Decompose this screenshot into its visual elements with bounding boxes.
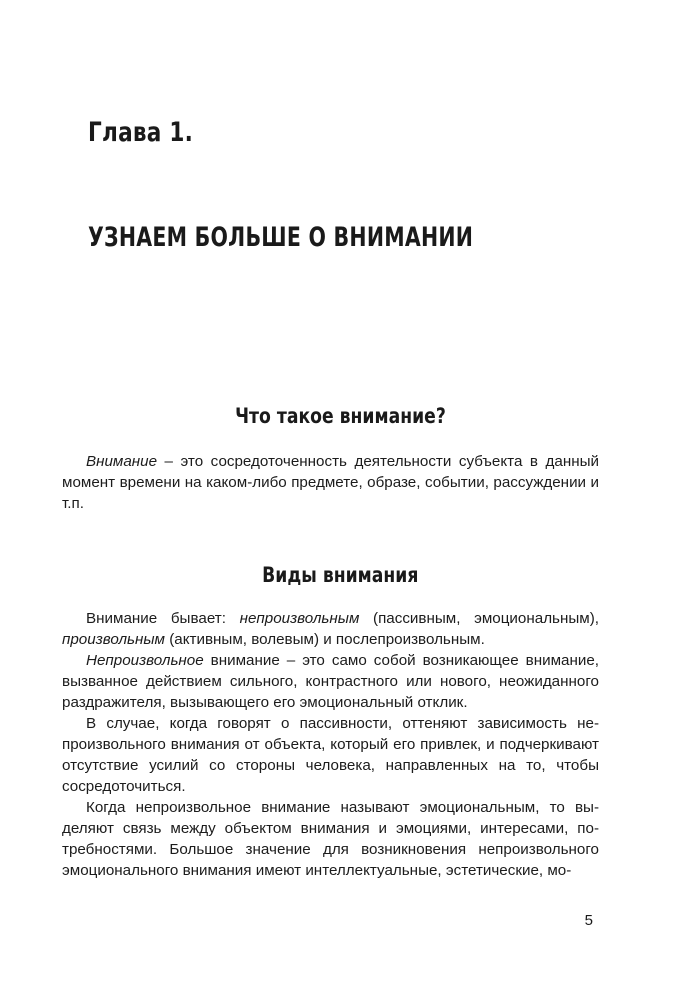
section-heading-what-is-attention	[0, 404, 681, 428]
text-segment: Внимание бывает:	[86, 610, 240, 627]
page-number: 5	[584, 912, 593, 929]
text-segment: (активным, волевым) и послепроизвольным.	[164, 631, 485, 649]
section-heading-text: Что такое внимание?	[235, 404, 446, 428]
paragraph-types	[62, 608, 599, 650]
term-voluntary: произвольным	[62, 631, 165, 649]
term-involuntary: непроизвольным	[239, 610, 360, 627]
paragraph-text: внимание – это само собой возникающее внимание, вызванное действием сильного, контрастного или нового, неожиданного раздражителя, вызывающего его эмоциональный отклик.	[62, 652, 599, 712]
paragraph-passivity: В случае, когда говорят о пассивности, оттеняют зависимость непроизвольного внимания от объекта, который его привлек, и подчеркивают отсутствие усилий со стороны человека, направленных на то, чтобы сосредоточиться.	[62, 715, 599, 796]
text-segment: (пассивным, эмоциональным),	[359, 610, 599, 627]
chapter-label: Глава 1.	[88, 117, 194, 148]
chapter-title: УЗНАЕМ БОЛЬШЕ О ВНИМАНИИ	[88, 222, 474, 253]
section-heading-text: Виды внимания	[262, 563, 419, 587]
paragraph-involuntary-definition	[62, 650, 599, 713]
term-involuntary-cap: Непроизвольное	[86, 652, 204, 669]
paragraph-text: – это сосредоточенность деятельности субъекта в данный момент времени на каком-либо предмете, образе, событии, рассуждении и т.п.	[62, 453, 599, 513]
paragraph-emotional: Когда непроизвольное внимание называют эмоциональным, то выделяют связь между объектом внимания и эмоциями, интересами, потребностями. Большое значение для возникновения непроизвольного эмоционального внимания имеют интеллектуальные, эстетические, мо-	[62, 799, 599, 880]
section-heading-types-of-attention	[0, 563, 681, 587]
term-attention: Внимание	[86, 453, 158, 470]
paragraph-definition	[62, 451, 599, 514]
